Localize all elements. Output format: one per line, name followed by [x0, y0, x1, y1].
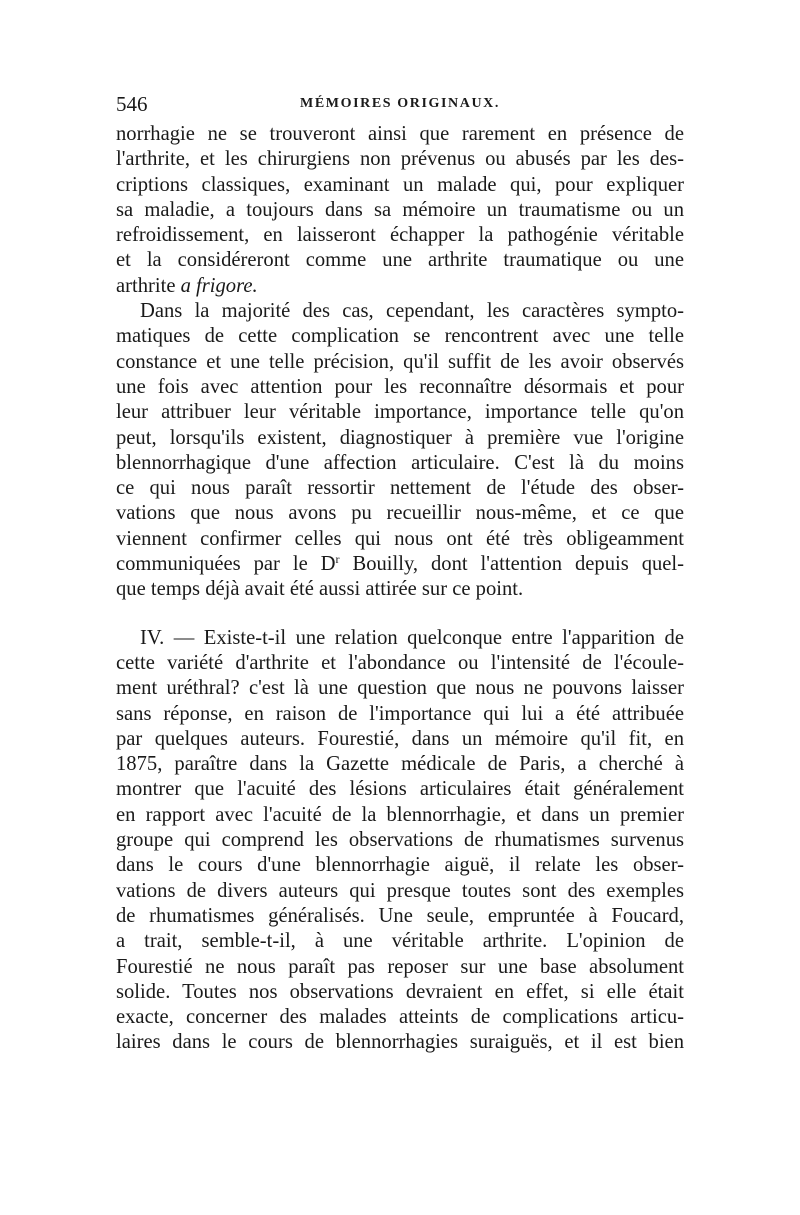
text-line: matiques de cette complication se rencontrent avec une telle [116, 325, 684, 348]
text-line: viennent confirmer celles qui nous ont été très obligeamment [116, 527, 684, 550]
text-line: ment uréthral? c'est là une question que nous ne pouvons laisser [116, 677, 684, 700]
text-line: montrer que l'acuité des lésions articulaires était généralement [116, 778, 684, 801]
text-line: Fourestié ne nous paraît pas reposer sur une base absolument [116, 955, 684, 978]
text-line: en rapport avec l'acuité de la blennorrhagie, et dans un premier [116, 803, 684, 826]
paragraph-2 [116, 299, 684, 603]
text-line: solide. Toutes nos observations devraient en effet, si elle était [116, 980, 684, 1003]
running-title: MÉMOIRES ORIGINAUX. [300, 96, 500, 111]
text-line: ce qui nous paraît ressortir nettement de l'étude des obser- [116, 477, 684, 500]
paragraph-3 [116, 626, 684, 1056]
text-line: constance et une telle précision, qu'il suffit de les avoir observés [116, 350, 684, 373]
text-line: et la considéreront comme une arthrite traumatique ou une [116, 249, 684, 272]
text-line: laires dans le cours de blennorrhagies suraiguës, et il est bien [116, 1031, 684, 1054]
paragraph-1 [116, 122, 684, 299]
text-line [116, 552, 684, 577]
text-line: cette variété d'arthrite et l'abondance ou l'intensité de l'écoule- [116, 651, 684, 674]
text-line: par quelques auteurs. Fourestié, dans un mémoire qu'il fit, en [116, 727, 684, 750]
page-number: 546 [116, 92, 148, 116]
text-fragment: Bouilly, dont l'attention depuis quel- [339, 553, 685, 576]
text-line: IV. — Existe-t-il une relation quelconque entre l'apparition de [140, 626, 684, 649]
text-line: exacte, concerner des malades atteints de complications articu- [116, 1006, 684, 1029]
text-fragment: arthrite [116, 274, 181, 297]
italic-phrase: a frigore. [180, 274, 258, 297]
text-line: vations de divers auteurs qui presque toutes sont des exemples [116, 879, 684, 902]
text-line: 1875, paraître dans la Gazette médicale de Paris, a cherché à [116, 753, 684, 776]
running-head [116, 92, 684, 122]
text-line: que temps déjà avait été aussi attirée sur ce point. [116, 578, 524, 601]
text-line: sa maladie, a toujours dans sa mémoire un traumatisme ou un [116, 198, 684, 221]
text-line: sans réponse, en raison de l'importance qui lui a été attribuée [116, 702, 684, 725]
text-line: dans le cours d'une blennorrhagie aiguë, il relate les obser- [116, 854, 684, 877]
text-line: leur attribuer leur véritable importance, importance telle qu'on [116, 401, 684, 424]
book-page [116, 92, 684, 1056]
text-line: groupe qui comprend les observations de rhumatismes survenus [116, 829, 684, 852]
text-line: refroidissement, en laisseront échapper la pathogénie véritable [116, 224, 684, 247]
text-line: l'arthrite, et les chirurgiens non prévenus ou abusés par les des- [116, 148, 684, 171]
text-line: norrhagie ne se trouveront ainsi que rarement en présence de [116, 123, 684, 145]
text-fragment: communiquées par le D [116, 553, 336, 576]
text-line: Dans la majorité des cas, cependant, les caractères sympto- [140, 300, 684, 323]
text-line [116, 274, 684, 299]
text-line: a trait, semble-t-il, à une véritable arthrite. L'opinion de [116, 930, 684, 953]
superscript: r [335, 552, 340, 567]
body-text [116, 122, 684, 1056]
text-line: une fois avec attention pour les reconnaître désormais et pour [116, 375, 684, 398]
text-line: de rhumatismes généralisés. Une seule, empruntée à Foucard, [116, 904, 684, 927]
text-line: blennorrhagique d'une affection articulaire. C'est là du moins [116, 451, 684, 474]
text-line: vations que nous avons pu recueillir nous-même, et ce que [116, 502, 684, 525]
text-line: criptions classiques, examinant un malade qui, pour expliquer [116, 173, 684, 196]
text-line: peut, lorsqu'ils existent, diagnostiquer à première vue l'origine [116, 426, 684, 449]
section-gap [116, 603, 684, 626]
